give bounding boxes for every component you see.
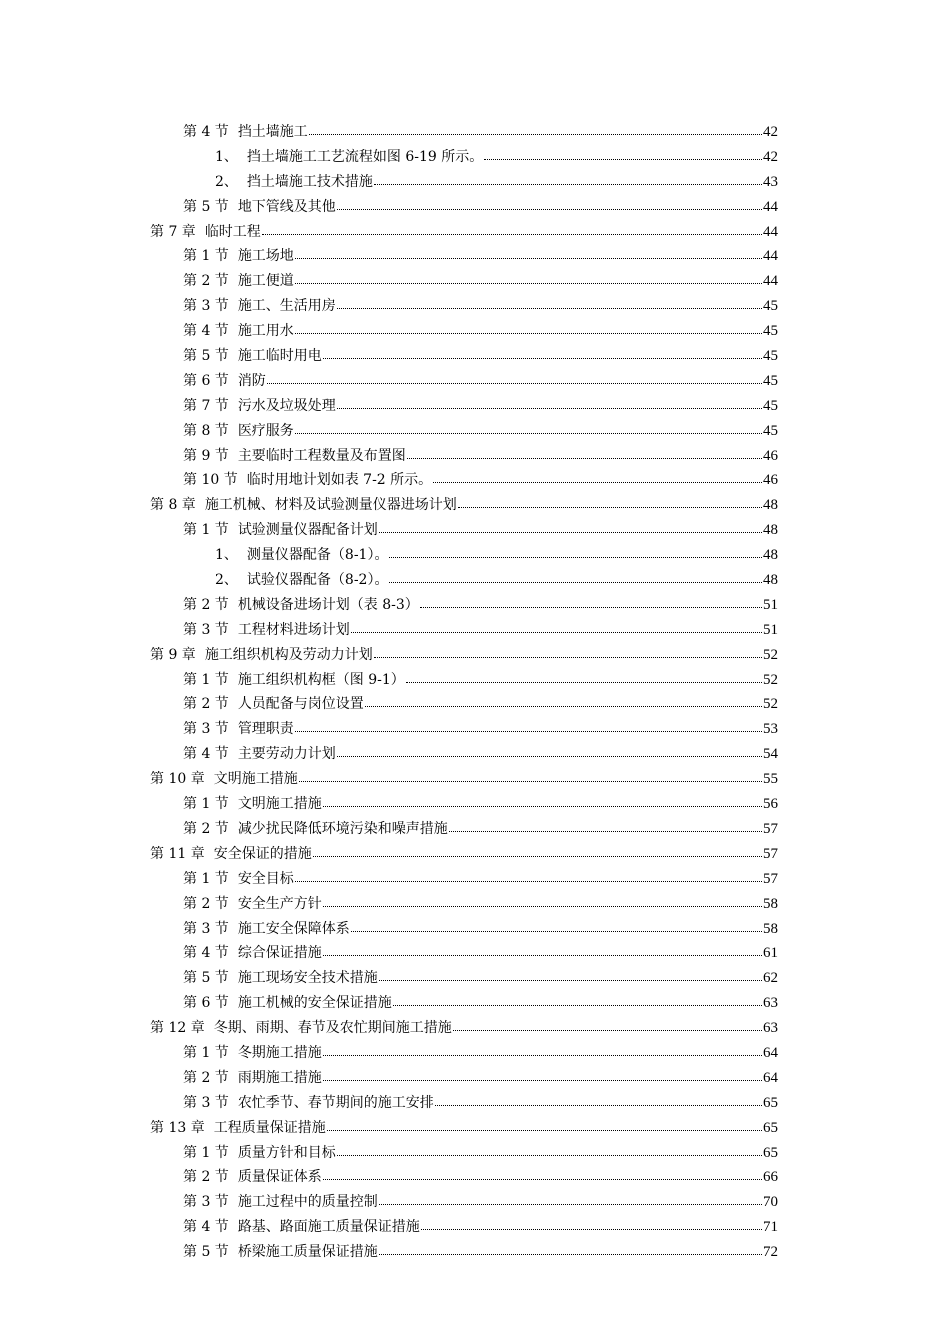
toc-entry-title bbox=[215, 170, 373, 195]
toc-page-number: 44 bbox=[763, 248, 778, 265]
toc-dot-leader bbox=[313, 842, 762, 857]
toc-page-number: 46 bbox=[763, 447, 778, 464]
toc-entry-text: 安全目标 bbox=[237, 870, 294, 887]
toc-entry-title bbox=[183, 618, 350, 643]
toc-entry-text: 质量方针和目标 bbox=[237, 1144, 336, 1161]
toc-dot-leader bbox=[379, 966, 762, 981]
toc-entry-number: 第 7 章 bbox=[150, 223, 196, 240]
toc-dot-leader bbox=[351, 917, 762, 932]
toc-entry-text: 医疗服务 bbox=[237, 422, 294, 439]
toc-dot-leader bbox=[421, 1215, 762, 1230]
toc-entry-title bbox=[183, 1141, 336, 1166]
toc-entry-number: 第 1 节 bbox=[183, 796, 229, 813]
toc-page-number: 48 bbox=[763, 497, 778, 514]
toc-subsection-entry[interactable] bbox=[150, 543, 778, 568]
toc-entry-number: 第 8 节 bbox=[183, 422, 229, 439]
toc-entry-title bbox=[150, 1116, 326, 1141]
toc-entry-title bbox=[183, 966, 378, 991]
toc-entry-title bbox=[183, 518, 378, 543]
toc-entry-number: 第 6 节 bbox=[183, 995, 229, 1012]
toc-section-entry[interactable] bbox=[150, 917, 778, 942]
toc-entry-title bbox=[183, 991, 392, 1016]
toc-entry-title bbox=[183, 867, 294, 892]
toc-page-number: 45 bbox=[763, 348, 778, 365]
toc-entry-title bbox=[183, 1165, 322, 1190]
toc-entry-text: 施工组织机构框（图 9-1） bbox=[237, 671, 405, 688]
toc-page-number: 44 bbox=[763, 273, 778, 290]
toc-entry-number: 第 2 节 bbox=[183, 596, 229, 613]
toc-page-number: 64 bbox=[763, 1069, 778, 1086]
toc-entry-number: 第 10 章 bbox=[150, 771, 205, 788]
toc-section-entry[interactable] bbox=[150, 1190, 778, 1215]
toc-dot-leader bbox=[262, 220, 762, 235]
toc-page-number: 44 bbox=[763, 223, 778, 240]
toc-entry-number: 第 9 节 bbox=[183, 447, 229, 464]
toc-entry-text: 试验仪器配备（8-2）。 bbox=[246, 572, 389, 589]
toc-entry-text: 消防 bbox=[237, 372, 266, 389]
toc-page-number: 48 bbox=[763, 547, 778, 564]
toc-page-number: 65 bbox=[763, 1144, 778, 1161]
toc-entry-number: 1、 bbox=[215, 547, 238, 564]
toc-entry-title bbox=[183, 692, 364, 717]
toc-entry-text: 农忙季节、春节期间的施工安排 bbox=[237, 1094, 434, 1111]
toc-entry-number: 第 1 节 bbox=[183, 1144, 229, 1161]
toc-entry-text: 减少扰民降低环境污染和噪声措施 bbox=[237, 820, 448, 837]
toc-page-number: 48 bbox=[763, 572, 778, 589]
toc-page-number: 51 bbox=[763, 596, 778, 613]
toc-dot-leader bbox=[337, 294, 762, 309]
toc-page-number: 70 bbox=[763, 1194, 778, 1211]
toc-dot-leader bbox=[484, 145, 762, 160]
toc-entry-text: 施工、生活用房 bbox=[237, 298, 336, 315]
toc-entry-title bbox=[183, 319, 294, 344]
toc-entry-text: 临时工程 bbox=[204, 223, 261, 240]
toc-page-number: 62 bbox=[763, 970, 778, 987]
toc-page-number: 46 bbox=[763, 472, 778, 489]
toc-dot-leader bbox=[295, 867, 762, 882]
toc-section-entry[interactable] bbox=[150, 120, 778, 145]
toc-entry-title bbox=[150, 643, 373, 668]
toc-dot-leader bbox=[458, 493, 762, 508]
toc-dot-leader bbox=[379, 1240, 762, 1255]
toc-entry-title bbox=[183, 468, 432, 493]
toc-dot-leader bbox=[406, 668, 762, 683]
toc-section-entry[interactable] bbox=[150, 941, 778, 966]
toc-section-entry[interactable] bbox=[150, 269, 778, 294]
toc-entry-title bbox=[150, 220, 261, 245]
toc-dot-leader bbox=[323, 1041, 762, 1056]
toc-entry-title bbox=[183, 394, 336, 419]
toc-entry-text: 地下管线及其他 bbox=[237, 198, 336, 215]
toc-chapter-entry[interactable] bbox=[150, 1116, 778, 1141]
toc-chapter-entry[interactable] bbox=[150, 1016, 778, 1041]
toc-page-number: 48 bbox=[763, 522, 778, 539]
toc-dot-leader bbox=[374, 170, 762, 185]
toc-page-number: 52 bbox=[763, 696, 778, 713]
toc-entry-number: 第 8 章 bbox=[150, 497, 196, 514]
toc-entry-number: 第 3 节 bbox=[183, 920, 229, 937]
toc-dot-leader bbox=[365, 692, 762, 707]
toc-entry-number: 第 3 节 bbox=[183, 721, 229, 738]
toc-entry-number: 第 1 节 bbox=[183, 671, 229, 688]
toc-dot-leader bbox=[295, 244, 762, 259]
toc-dot-leader bbox=[295, 319, 762, 334]
toc-page-number: 52 bbox=[763, 671, 778, 688]
toc-entry-number: 第 4 节 bbox=[183, 323, 229, 340]
toc-page-number: 57 bbox=[763, 820, 778, 837]
toc-entry-text: 试验测量仪器配备计划 bbox=[237, 522, 378, 539]
toc-entry-text: 安全保证的措施 bbox=[213, 845, 312, 862]
toc-entry-title bbox=[150, 767, 298, 792]
toc-dot-leader bbox=[323, 1165, 762, 1180]
toc-entry-number: 第 4 节 bbox=[183, 1219, 229, 1236]
toc-entry-number: 第 2 节 bbox=[183, 895, 229, 912]
toc-dot-leader bbox=[379, 518, 762, 533]
toc-section-entry[interactable] bbox=[150, 817, 778, 842]
toc-entry-text: 挡土墙施工技术措施 bbox=[246, 173, 373, 190]
toc-dot-leader bbox=[337, 394, 762, 409]
toc-section-entry[interactable] bbox=[150, 344, 778, 369]
toc-entry-text: 管理职责 bbox=[237, 721, 294, 738]
toc-entry-title bbox=[183, 1240, 378, 1265]
toc-chapter-entry[interactable] bbox=[150, 767, 778, 792]
toc-page-number: 57 bbox=[763, 845, 778, 862]
toc-entry-title bbox=[183, 792, 322, 817]
toc-entry-number: 第 11 章 bbox=[150, 845, 205, 862]
toc-page-number: 43 bbox=[763, 173, 778, 190]
toc-entry-text: 机械设备进场计划（表 8-3） bbox=[237, 596, 419, 613]
toc-section-entry[interactable] bbox=[150, 867, 778, 892]
toc-section-entry[interactable] bbox=[150, 444, 778, 469]
toc-page-number: 44 bbox=[763, 198, 778, 215]
toc-section-entry[interactable] bbox=[150, 717, 778, 742]
toc-entry-text: 施工临时用电 bbox=[237, 348, 322, 365]
toc-entry-number: 第 2 节 bbox=[183, 696, 229, 713]
toc-entry-text: 施工场地 bbox=[237, 248, 294, 265]
toc-entry-number: 第 3 节 bbox=[183, 1094, 229, 1111]
toc-entry-title bbox=[183, 195, 336, 220]
toc-entry-text: 人员配备与岗位设置 bbox=[237, 696, 364, 713]
toc-page-number: 65 bbox=[763, 1094, 778, 1111]
toc-entry-text: 主要劳动力计划 bbox=[237, 746, 336, 763]
toc-entry-number: 第 2 节 bbox=[183, 273, 229, 290]
toc-dot-leader bbox=[351, 618, 762, 633]
toc-dot-leader bbox=[379, 1190, 762, 1205]
toc-entry-number: 第 5 节 bbox=[183, 198, 229, 215]
toc-page-number: 45 bbox=[763, 397, 778, 414]
toc-entry-title bbox=[150, 1016, 452, 1041]
toc-entry-number: 第 4 节 bbox=[183, 945, 229, 962]
toc-entry-number: 第 12 章 bbox=[150, 1020, 205, 1037]
toc-entry-title bbox=[183, 269, 294, 294]
toc-entry-title bbox=[150, 842, 312, 867]
toc-entry-number: 第 1 节 bbox=[183, 870, 229, 887]
toc-entry-title bbox=[183, 369, 266, 394]
toc-page-number: 45 bbox=[763, 323, 778, 340]
toc-dot-leader bbox=[323, 892, 762, 907]
toc-entry-number: 1、 bbox=[215, 148, 238, 165]
toc-section-entry[interactable] bbox=[150, 593, 778, 618]
toc-section-entry[interactable] bbox=[150, 892, 778, 917]
toc-section-entry[interactable] bbox=[150, 668, 778, 693]
toc-section-entry[interactable] bbox=[150, 419, 778, 444]
toc-entry-text: 冬期、雨期、春节及农忙期间施工措施 bbox=[213, 1020, 452, 1037]
toc-entry-number: 2、 bbox=[215, 572, 238, 589]
toc-dot-leader bbox=[337, 1141, 762, 1156]
toc-entry-text: 施工用水 bbox=[237, 323, 294, 340]
toc-entry-number: 第 7 节 bbox=[183, 397, 229, 414]
toc-entry-title bbox=[183, 817, 448, 842]
toc-entry-title bbox=[183, 120, 308, 145]
toc-dot-leader bbox=[327, 1116, 762, 1131]
toc-section-entry[interactable] bbox=[150, 692, 778, 717]
toc-section-entry[interactable] bbox=[150, 991, 778, 1016]
toc-section-entry[interactable] bbox=[150, 394, 778, 419]
toc-entry-text: 桥梁施工质量保证措施 bbox=[237, 1244, 378, 1261]
toc-entry-text: 施工机械的安全保证措施 bbox=[237, 995, 392, 1012]
toc-entry-text: 雨期施工措施 bbox=[237, 1069, 322, 1086]
toc-page-number: 56 bbox=[763, 796, 778, 813]
toc-page-number: 42 bbox=[763, 148, 778, 165]
toc-entry-title bbox=[183, 717, 294, 742]
toc-entry-number: 第 2 节 bbox=[183, 820, 229, 837]
toc-entry-number: 第 5 节 bbox=[183, 1244, 229, 1261]
toc-entry-text: 综合保证措施 bbox=[237, 945, 322, 962]
toc-entry-text: 安全生产方针 bbox=[237, 895, 322, 912]
toc-entry-text: 污水及垃圾处理 bbox=[237, 397, 336, 414]
toc-section-entry[interactable] bbox=[150, 1240, 778, 1265]
toc-entry-title bbox=[183, 1066, 322, 1091]
toc-subsection-entry[interactable] bbox=[150, 170, 778, 195]
toc-dot-leader bbox=[420, 593, 762, 608]
toc-dot-leader bbox=[267, 369, 762, 384]
toc-entry-text: 主要临时工程数量及布置图 bbox=[237, 447, 406, 464]
toc-entry-number: 第 1 节 bbox=[183, 1044, 229, 1061]
toc-page-number: 63 bbox=[763, 1020, 778, 1037]
toc-entry-title bbox=[183, 1041, 322, 1066]
toc-entry-text: 临时用地计划如表 7-2 所示。 bbox=[246, 472, 433, 489]
toc-dot-leader bbox=[323, 792, 762, 807]
toc-entry-title bbox=[183, 444, 406, 469]
toc-entry-title bbox=[183, 1190, 378, 1215]
toc-page-number: 63 bbox=[763, 995, 778, 1012]
toc-section-entry[interactable] bbox=[150, 792, 778, 817]
toc-entry-number: 第 3 节 bbox=[183, 298, 229, 315]
toc-entry-text: 测量仪器配备（8-1）。 bbox=[246, 547, 389, 564]
table-of-contents bbox=[150, 120, 778, 1265]
toc-entry-title bbox=[215, 145, 483, 170]
toc-entry-number: 第 1 节 bbox=[183, 248, 229, 265]
toc-dot-leader bbox=[323, 344, 762, 359]
toc-entry-title bbox=[183, 892, 322, 917]
toc-entry-number: 第 4 节 bbox=[183, 124, 229, 140]
toc-chapter-entry[interactable] bbox=[150, 643, 778, 668]
toc-section-entry[interactable] bbox=[150, 1066, 778, 1091]
toc-entry-title bbox=[183, 294, 336, 319]
toc-dot-leader bbox=[295, 419, 762, 434]
toc-entry-number: 第 10 节 bbox=[183, 472, 238, 489]
toc-entry-number: 第 3 节 bbox=[183, 1194, 229, 1211]
toc-page-number: 58 bbox=[763, 920, 778, 937]
toc-dot-leader bbox=[295, 717, 762, 732]
toc-dot-leader bbox=[389, 543, 762, 558]
toc-entry-text: 文明施工措施 bbox=[237, 796, 322, 813]
toc-entry-title bbox=[183, 742, 336, 767]
toc-entry-number: 第 9 章 bbox=[150, 646, 196, 663]
toc-entry-text: 冬期施工措施 bbox=[237, 1044, 322, 1061]
toc-section-entry[interactable] bbox=[150, 195, 778, 220]
toc-dot-leader bbox=[435, 1091, 762, 1106]
toc-page-number: 61 bbox=[763, 945, 778, 962]
toc-dot-leader bbox=[374, 643, 762, 658]
toc-page-number: 54 bbox=[763, 746, 778, 763]
toc-entry-text: 文明施工措施 bbox=[213, 771, 298, 788]
toc-dot-leader bbox=[337, 195, 762, 210]
toc-page-number: 64 bbox=[763, 1044, 778, 1061]
toc-entry-title bbox=[183, 941, 322, 966]
toc-section-entry[interactable] bbox=[150, 518, 778, 543]
toc-entry-text: 质量保证体系 bbox=[237, 1169, 322, 1186]
toc-entry-title bbox=[150, 493, 457, 518]
toc-dot-leader bbox=[453, 1016, 762, 1031]
toc-entry-title bbox=[183, 917, 350, 942]
toc-entry-title bbox=[183, 593, 419, 618]
toc-dot-leader bbox=[433, 468, 762, 483]
toc-entry-title bbox=[215, 543, 388, 568]
toc-entry-number: 第 6 节 bbox=[183, 372, 229, 389]
toc-section-entry[interactable] bbox=[150, 1041, 778, 1066]
toc-entry-text: 工程质量保证措施 bbox=[213, 1119, 326, 1136]
toc-entry-text: 施工机械、材料及试验测量仪器进场计划 bbox=[204, 497, 457, 514]
toc-entry-number: 第 2 节 bbox=[183, 1169, 229, 1186]
toc-page-number: 57 bbox=[763, 870, 778, 887]
toc-entry-title bbox=[183, 1091, 434, 1116]
toc-section-entry[interactable] bbox=[150, 468, 778, 493]
toc-entry-text: 挡土墙施工 bbox=[237, 124, 308, 140]
toc-subsection-entry[interactable] bbox=[150, 568, 778, 593]
toc-section-entry[interactable] bbox=[150, 369, 778, 394]
toc-entry-number: 2、 bbox=[215, 173, 238, 190]
toc-dot-leader bbox=[393, 991, 762, 1006]
toc-entry-number: 第 5 节 bbox=[183, 970, 229, 987]
toc-dot-leader bbox=[449, 817, 762, 832]
toc-entry-text: 施工安全保障体系 bbox=[237, 920, 350, 937]
toc-dot-leader bbox=[323, 1066, 762, 1081]
toc-chapter-entry[interactable] bbox=[150, 493, 778, 518]
toc-section-entry[interactable] bbox=[150, 1091, 778, 1116]
toc-section-entry[interactable] bbox=[150, 1141, 778, 1166]
toc-entry-number: 第 4 节 bbox=[183, 746, 229, 763]
toc-section-entry[interactable] bbox=[150, 319, 778, 344]
toc-entry-title bbox=[183, 344, 322, 369]
toc-dot-leader bbox=[389, 568, 762, 583]
toc-section-entry[interactable] bbox=[150, 1165, 778, 1190]
toc-page-number: 71 bbox=[763, 1219, 778, 1236]
toc-entry-title bbox=[183, 1215, 420, 1240]
toc-entry-number: 第 5 节 bbox=[183, 348, 229, 365]
toc-dot-leader bbox=[337, 742, 762, 757]
toc-entry-text: 施工组织机构及劳动力计划 bbox=[204, 646, 373, 663]
toc-entry-text: 施工过程中的质量控制 bbox=[237, 1194, 378, 1211]
toc-page-number: 45 bbox=[763, 298, 778, 315]
toc-entry-number: 第 2 节 bbox=[183, 1069, 229, 1086]
toc-section-entry[interactable] bbox=[150, 294, 778, 319]
toc-section-entry[interactable] bbox=[150, 618, 778, 643]
toc-section-entry[interactable] bbox=[150, 1215, 778, 1240]
toc-entry-text: 路基、路面施工质量保证措施 bbox=[237, 1219, 420, 1236]
toc-page-number: 65 bbox=[763, 1119, 778, 1136]
toc-dot-leader bbox=[407, 444, 762, 459]
toc-subsection-entry[interactable] bbox=[150, 145, 778, 170]
toc-dot-leader bbox=[295, 269, 762, 284]
toc-page-number: 45 bbox=[763, 422, 778, 439]
toc-page-number: 72 bbox=[763, 1244, 778, 1261]
toc-dot-leader bbox=[299, 767, 762, 782]
toc-entry-number: 第 3 节 bbox=[183, 621, 229, 638]
toc-entry-text: 挡土墙施工工艺流程如图 6-19 所示。 bbox=[246, 148, 484, 165]
toc-page-number: 52 bbox=[763, 646, 778, 663]
toc-entry-title bbox=[183, 244, 294, 269]
toc-entry-title bbox=[183, 419, 294, 444]
toc-entry-title bbox=[183, 668, 405, 693]
toc-entry-title bbox=[215, 568, 388, 593]
toc-section-entry[interactable] bbox=[150, 966, 778, 991]
toc-page-number: 53 bbox=[763, 721, 778, 738]
toc-entry-text: 施工现场安全技术措施 bbox=[237, 970, 378, 987]
toc-section-entry[interactable] bbox=[150, 742, 778, 767]
toc-dot-leader bbox=[309, 120, 762, 135]
toc-chapter-entry[interactable] bbox=[150, 220, 778, 245]
toc-page-number: 42 bbox=[763, 124, 778, 140]
toc-page-number: 45 bbox=[763, 372, 778, 389]
toc-page-number: 58 bbox=[763, 895, 778, 912]
toc-dot-leader bbox=[323, 941, 762, 956]
toc-page-number: 55 bbox=[763, 771, 778, 788]
toc-page-number: 66 bbox=[763, 1169, 778, 1186]
toc-entry-number: 第 1 节 bbox=[183, 522, 229, 539]
toc-entry-text: 工程材料进场计划 bbox=[237, 621, 350, 638]
toc-entry-text: 施工便道 bbox=[237, 273, 294, 290]
toc-entry-number: 第 13 章 bbox=[150, 1119, 205, 1136]
toc-page-number: 51 bbox=[763, 621, 778, 638]
toc-chapter-entry[interactable] bbox=[150, 842, 778, 867]
toc-section-entry[interactable] bbox=[150, 244, 778, 269]
